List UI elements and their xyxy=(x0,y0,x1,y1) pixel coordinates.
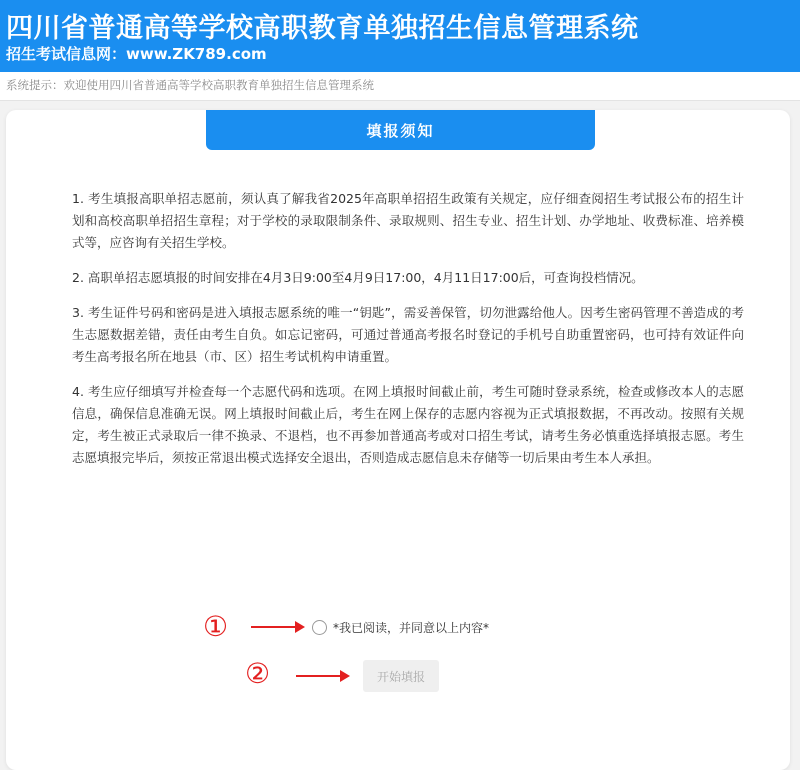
system-notice-text: 系统提示：欢迎使用四川省普通高等学校高职教育单独招生信息管理系统 xyxy=(6,78,374,92)
instruction-paragraph: 4. 考生应仔细填写并检查每一个志愿代码和选项。在网上填报时间截止前，考生可随时登录系统，检查或修改本人的志愿信息，确保信息准确无误。网上填报时间截止后，考生在网上保存的志愿内容视为正式填报数据，不再改动。按照有关规定，考生被正式录取后一律不换录、不退档，也不再参加普通高考或对口招生考试，请考生务必慎重选择填报志愿。考生志愿填报完毕后，须按正常退出模式选择安全退出，否则造成志愿信息未存储等一切后果由考生本人承担。 xyxy=(72,384,744,465)
step-1-marker: ① xyxy=(203,610,229,643)
agree-label: *我已阅读，并同意以上内容* xyxy=(333,620,490,635)
system-title: 四川省普通高等学校高职教育单独招生信息管理系统 xyxy=(6,13,639,44)
instruction-paragraph: 1. 考生填报高职单招志愿前，须认真了解我省2025年高职单招招生政策有关规定，应仔细查阅招生考试报公布的招生计划和高校高职单招招生章程；对于学校的录取限制条件、录取规则、招生专业、招生计划、办学地址、收费标准、培养模式等，应咨询有关招生学校。 xyxy=(72,191,744,250)
step-2-marker: ② xyxy=(245,657,271,690)
panel-title: 填报须知 xyxy=(206,110,595,150)
instruction-paragraph: 3. 考生证件号码和密码是进入填报志愿系统的唯一“钥匙”，需妥善保管，切勿泄露给他人。因考生密码管理不善造成的考生志愿数据差错，责任由考生自负。如忘记密码，可通过普通高考报名时登记的手机号自助重置密码，也可持有效证件向考生高考报名所在地县（市、区）招生考试机构申请重置。 xyxy=(72,305,744,364)
start-filling-button[interactable]: 开始填报 xyxy=(363,660,439,692)
agree-checkbox-row[interactable] xyxy=(312,617,489,637)
instructions-content xyxy=(72,188,744,482)
system-notice-bar xyxy=(0,72,800,101)
instruction-paragraph: 2. 高职单招志愿填报的时间安排在4月3日9:00至4月9日17:00，4月11日17:00后，可查询投档情况。 xyxy=(72,270,644,285)
step-1-arrow-icon xyxy=(251,626,303,628)
site-subtitle: 招生考试信息网：www.ZK789.com xyxy=(6,45,267,63)
app-header xyxy=(0,0,800,72)
step-2-arrow-icon xyxy=(296,675,348,677)
agree-radio[interactable] xyxy=(312,620,327,635)
